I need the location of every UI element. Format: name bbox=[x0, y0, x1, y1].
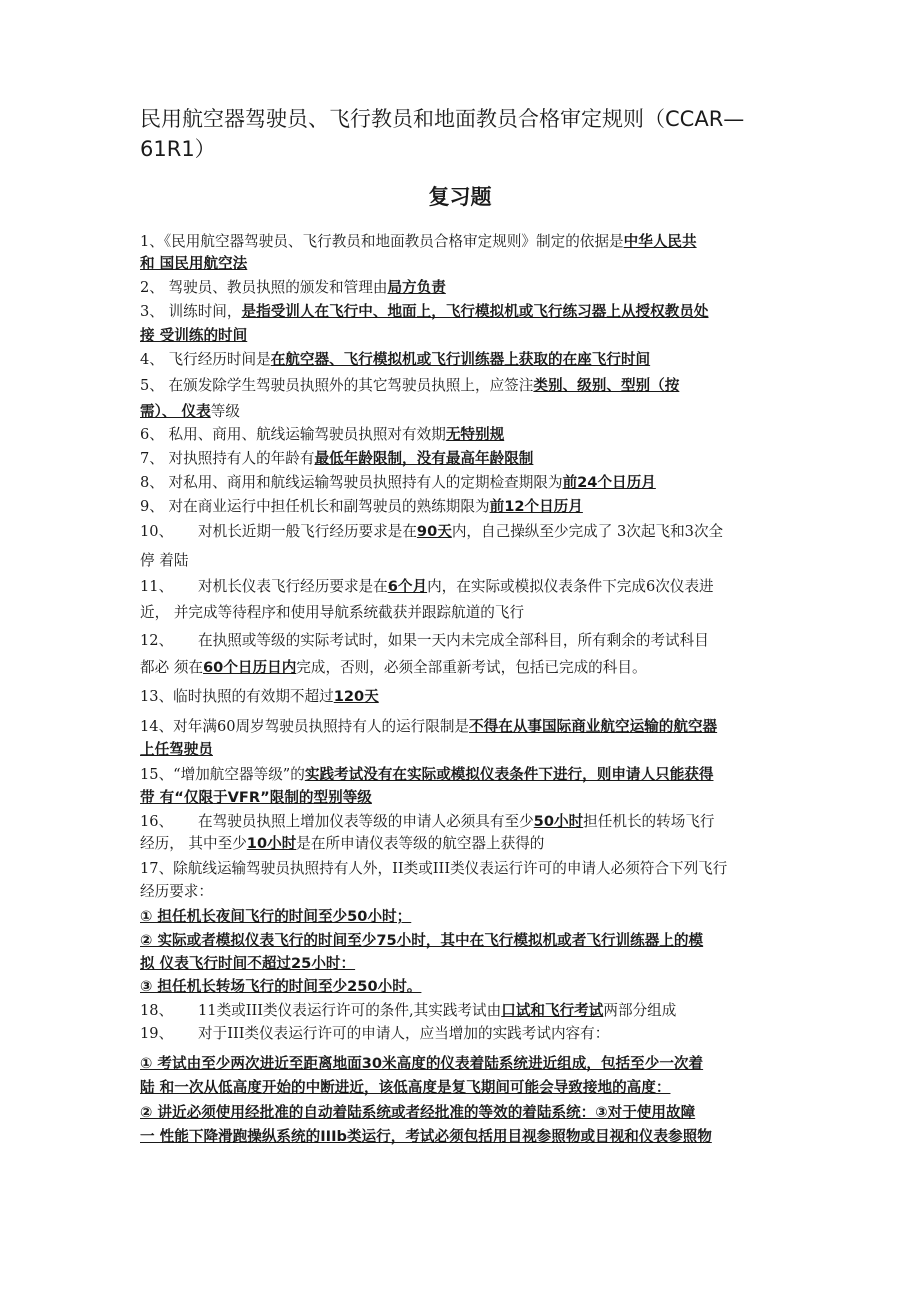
question-10-answer: 90天 bbox=[416, 523, 452, 540]
question-11-text-end: 内，在实际或模拟仪表条件下完成6次仪表进 bbox=[427, 578, 714, 595]
question-11-text-cont: 近， 并完成等待程序和使用导航系统截获并跟踪航道的飞行 bbox=[140, 604, 525, 621]
question-16-text: 在驾驶员执照上增加仪表等级的申请人必须具有至少 bbox=[198, 813, 534, 830]
question-16-line-1 bbox=[140, 812, 715, 832]
question-5-text: 5、 在颁发除学生驾驶员执照外的其它驾驶员执照上，应签注 bbox=[140, 377, 534, 394]
question-12-answer: 60个日历日内 bbox=[203, 659, 297, 676]
question-17-answer-2-cont: 拟 仪表飞行时间不超过25小时： bbox=[140, 955, 356, 972]
question-2-text: 2、 驾驶员、教员执照的颁发和管理由 bbox=[140, 279, 388, 296]
question-4 bbox=[140, 350, 650, 370]
question-16-text-end: 担任机长的转场飞行 bbox=[583, 813, 715, 830]
question-19-text: 对于III类仪表运行许可的申请人，应当增加的实践考试内容有： bbox=[198, 1025, 610, 1042]
question-17-item-2-cont bbox=[140, 954, 355, 974]
question-3-answer-cont: 接 受训练的时间 bbox=[140, 327, 248, 344]
question-17-text: 17、除航线运输驾驶员执照持有人外，II类或III类仪表运行许可的申请人必须符合下列飞行 bbox=[140, 860, 728, 877]
question-7-text: 7、 对执照持有人的年龄有 bbox=[140, 450, 315, 467]
question-18 bbox=[140, 1001, 676, 1021]
question-4-answer: 在航空器、飞行模拟机或飞行训练器上获取的在座飞行时间 bbox=[270, 351, 651, 368]
question-1-answer: 中华人民共 bbox=[623, 233, 697, 250]
question-18-answer: 口试和飞行考试 bbox=[501, 1002, 604, 1019]
question-17-line-1 bbox=[140, 859, 727, 879]
question-17-text-cont: 经历要求： bbox=[140, 883, 213, 900]
question-16-text-end-2: 是在所申请仪表等级的航空器上获得的 bbox=[296, 835, 545, 852]
question-19-answer-2-cont: 一 性能下降滑跑操纵系统的IIIb类运行，考试必须包括用目视参照物或目视和仪表参照物 bbox=[140, 1128, 712, 1145]
question-12-text: 在执照或等级的实际考试时，如果一天内未完成全部科目，所有剩余的考试科目 bbox=[198, 632, 709, 649]
question-14-text: 14、对年满60周岁驾驶员执照持有人的运行限制是 bbox=[140, 718, 470, 735]
question-1-line-1 bbox=[140, 232, 697, 252]
question-2 bbox=[140, 278, 446, 298]
question-19-number: 19、 bbox=[140, 1025, 174, 1042]
question-10-text-end: 内，自己操纵至少完成了 3次起飞和3次全 bbox=[451, 523, 724, 540]
question-3-text: 3、 训练时间， bbox=[140, 303, 242, 320]
question-17-line-2 bbox=[140, 882, 213, 902]
question-14-line-2 bbox=[140, 740, 213, 760]
question-5-answer-cont: 需）、 仪表 bbox=[140, 403, 211, 420]
question-16-answer-1: 50小时 bbox=[533, 813, 584, 830]
question-15-text: 15、“增加航空器等级”的 bbox=[140, 766, 305, 783]
question-19-answer-1-cont: 陆 和一次从低高度开始的中断进近，该低高度是复飞期间可能会导致接地的高度： bbox=[140, 1079, 671, 1096]
question-17-answer-2: ② 实际或者模拟仪表飞行的时间至少75小时，其中在飞行模拟机或者飞行训练器上的模 bbox=[140, 932, 704, 949]
question-15-answer: 实践考试没有在实际或模拟仪表条件下进行，则申请人只能获得 bbox=[304, 766, 714, 783]
question-13-answer: 120天 bbox=[333, 688, 379, 705]
question-13 bbox=[140, 687, 379, 707]
question-11-text: 对机长仪表飞行经历要求是在 bbox=[198, 578, 388, 595]
question-9 bbox=[140, 497, 583, 517]
question-5-answer: 类别、级别、型别（按 bbox=[533, 377, 680, 394]
question-19-item-2 bbox=[140, 1103, 695, 1123]
question-2-answer: 局方负责 bbox=[387, 279, 446, 296]
question-7-answer: 最低年龄限制，没有最高年龄限制 bbox=[314, 450, 534, 467]
question-18-number: 18、 bbox=[140, 1002, 174, 1019]
question-6 bbox=[140, 425, 504, 445]
question-19-answer-1: ① 考试由至少两次进近至距离地面30米高度的仪表着陆系统进近组成，包括至少一次着 bbox=[140, 1055, 704, 1072]
question-11-answer: 6个月 bbox=[387, 578, 428, 595]
question-15-line-1 bbox=[140, 765, 713, 785]
question-16-answer-2: 10小时 bbox=[246, 835, 297, 852]
question-5-line-2 bbox=[140, 402, 240, 422]
question-17-answer-1: ① 担任机长夜间飞行的时间至少50小时； bbox=[140, 908, 412, 925]
question-1-line-2 bbox=[140, 254, 247, 274]
question-10-text-cont: 停 着陆 bbox=[140, 552, 189, 569]
question-11-line-2 bbox=[140, 603, 524, 623]
question-10-line-1 bbox=[140, 522, 723, 542]
question-15-answer-cont: 带 有“仅限于VFR”限制的型别等级 bbox=[140, 789, 372, 806]
question-14-answer-cont: 上任驾驶员 bbox=[140, 741, 213, 758]
question-18-text: 11类或III类仪表运行许可的条件,其实践考试由 bbox=[198, 1002, 502, 1019]
question-15-line-2 bbox=[140, 788, 372, 808]
question-11-line-1 bbox=[140, 577, 714, 597]
question-6-answer: 无特别规 bbox=[445, 426, 505, 443]
question-12-number: 12、 bbox=[140, 632, 174, 649]
question-19-item-2-cont bbox=[140, 1127, 712, 1147]
question-3-line-1 bbox=[140, 302, 709, 322]
question-18-text-end: 两部分组成 bbox=[603, 1002, 677, 1019]
question-12-text-end: 完成，否则，必须全部重新考试，包括已完成的科目。 bbox=[296, 659, 647, 676]
question-1-answer-cont: 和 国民用航空法 bbox=[140, 255, 248, 272]
question-12-line-2 bbox=[140, 658, 647, 678]
question-8-answer: 前24个日历月 bbox=[562, 474, 656, 491]
question-14-answer: 不得在从事国际商业航空运输的航空器 bbox=[469, 718, 718, 735]
question-9-answer: 前12个日历月 bbox=[489, 498, 583, 515]
document-title: 民用航空器驾驶员、飞行教员和地面教员合格审定规则（CCAR—61R1） bbox=[140, 107, 745, 161]
question-10-line-2 bbox=[140, 551, 188, 571]
document-subtitle: 复习题 bbox=[428, 185, 492, 209]
question-19-item-1-cont bbox=[140, 1078, 670, 1098]
question-17-item-3 bbox=[140, 977, 421, 997]
question-17-answer-3: ③ 担任机长转场飞行的时间至少250小时。 bbox=[140, 978, 422, 995]
question-8 bbox=[140, 473, 656, 493]
question-9-text: 9、 对在商业运行中担任机长和副驾驶员的熟练期限为 bbox=[140, 498, 490, 515]
question-10-number: 10、 bbox=[140, 523, 174, 540]
question-17-item-1 bbox=[140, 907, 411, 927]
question-16-line-2 bbox=[140, 834, 544, 854]
question-3-line-2 bbox=[140, 326, 247, 346]
question-6-text: 6、 私用、商用、航线运输驾驶员执照对有效期 bbox=[140, 426, 446, 443]
question-19-line-1 bbox=[140, 1024, 609, 1044]
question-11-number: 11、 bbox=[140, 578, 174, 595]
question-19-item-1 bbox=[140, 1054, 703, 1074]
question-16-number: 16、 bbox=[140, 813, 174, 830]
question-1-text: 1、《民用航空器驾驶员、飞行教员和地面教员合格审定规则》制定的依据是 bbox=[140, 233, 624, 250]
question-3-answer: 是指受训人在飞行中、地面上，飞行模拟机或飞行练习器上从授权教员处 bbox=[241, 303, 709, 320]
question-4-text: 4、 飞行经历时间是 bbox=[140, 351, 271, 368]
question-5-text-end: 等级 bbox=[210, 403, 240, 420]
question-19-answer-2: ② 讲近必须使用经批准的自动着陆系统或者经批准的等效的着陆系统：③对于使用故障 bbox=[140, 1104, 696, 1121]
question-12-line-1 bbox=[140, 631, 709, 651]
question-5-line-1 bbox=[140, 376, 679, 396]
question-7 bbox=[140, 449, 533, 469]
question-12-text-cont: 都必 须在 bbox=[140, 659, 204, 676]
question-10-text: 对机长近期一般飞行经历要求是在 bbox=[198, 523, 417, 540]
question-13-text: 13、临时执照的有效期不超过 bbox=[140, 688, 334, 705]
question-16-text-2: 经历， 其中至少 bbox=[140, 835, 247, 852]
question-17-item-2 bbox=[140, 931, 703, 951]
question-8-text: 8、 对私用、商用和航线运输驾驶员执照持有人的定期检查期限为 bbox=[140, 474, 563, 491]
question-14-line-1 bbox=[140, 717, 717, 737]
